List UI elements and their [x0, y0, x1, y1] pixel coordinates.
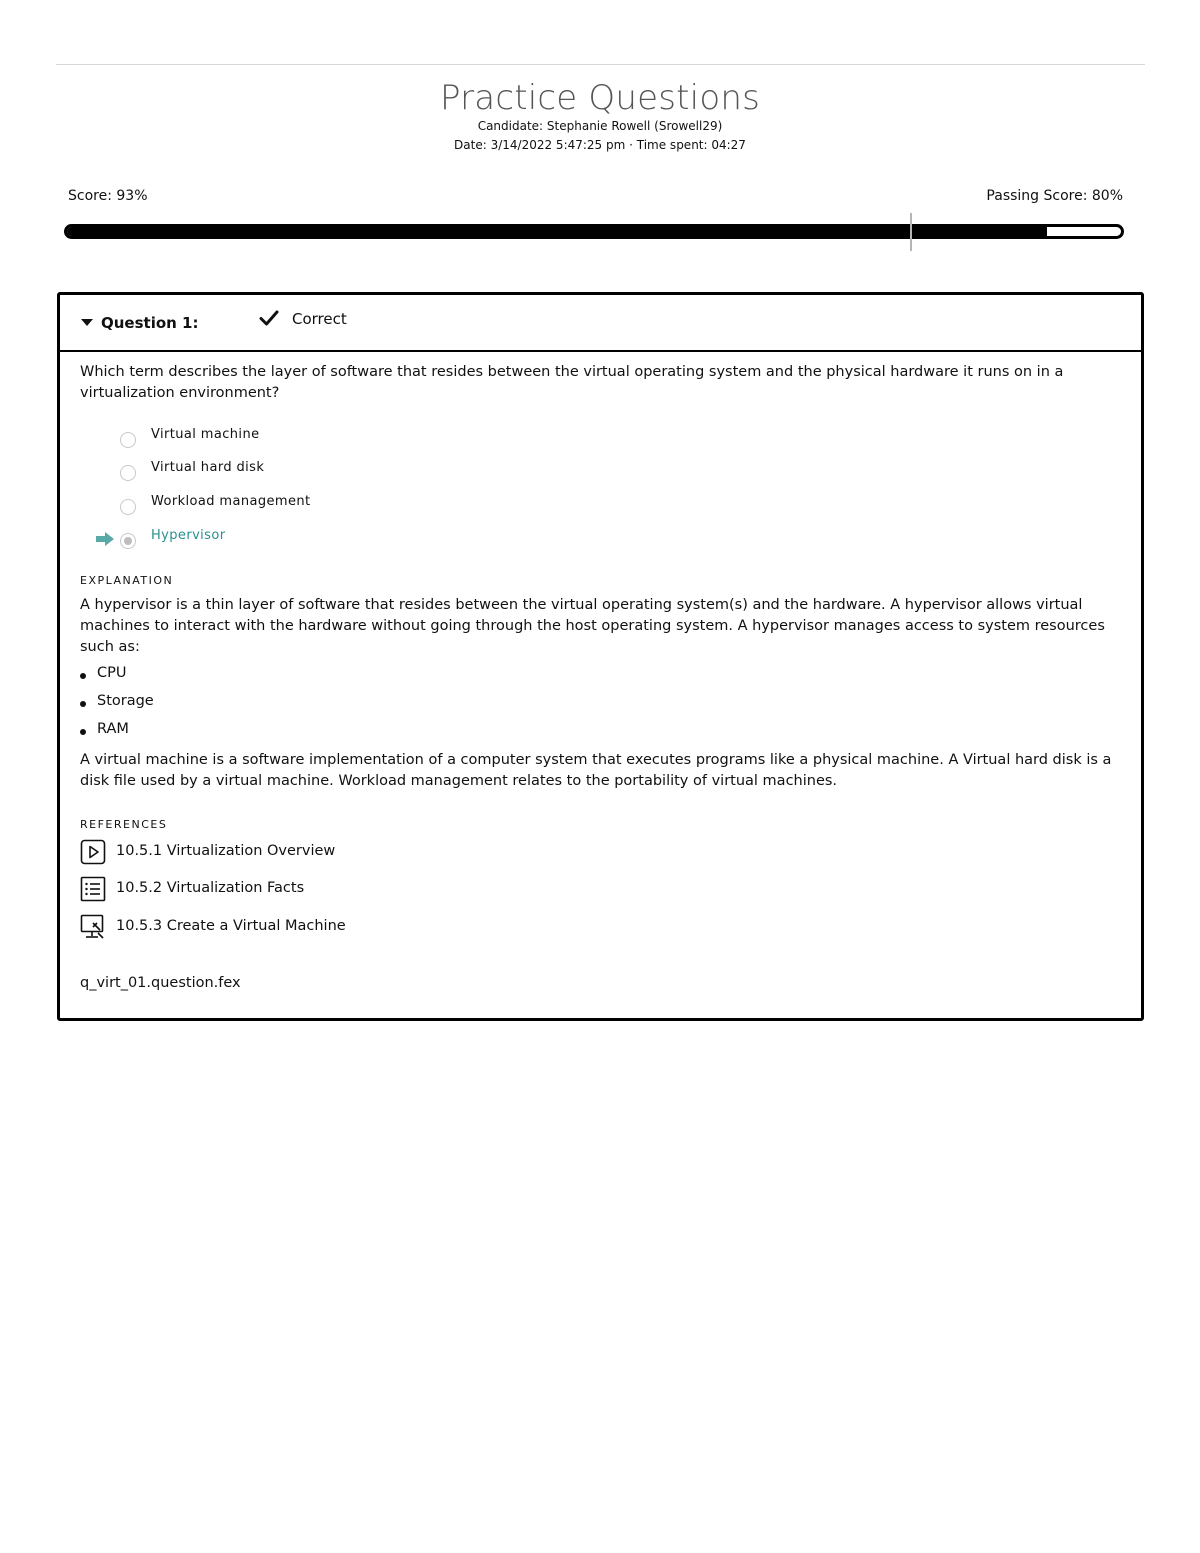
score-label: Score: 93%: [68, 188, 148, 204]
radio-button[interactable]: [120, 432, 136, 448]
play-video-icon: [80, 839, 106, 865]
option-label: Workload management: [151, 494, 311, 509]
question-text: Which term describes the layer of software that resides between the virtual operating system and the physical hardware it runs on in a virtualization environment?: [80, 364, 1064, 401]
checkmark-icon: [259, 309, 279, 327]
top-divider: [56, 64, 1145, 65]
radio-button[interactable]: [120, 499, 136, 515]
bullet-text: RAM: [97, 721, 129, 737]
radio-selected-dot: [124, 537, 132, 545]
answer-option[interactable]: [96, 427, 496, 449]
passing-score-marker: [910, 213, 912, 251]
reference-link[interactable]: [80, 914, 480, 940]
score-progress-fill: [67, 227, 1047, 236]
answer-option[interactable]: [96, 460, 496, 482]
page-title: Practice Questions: [440, 78, 760, 118]
explanation-outro: A virtual machine is a software implementation of a computer system that executes programs like a physical machine. A Virtual hard disk is a disk file used by a virtual machine. Workload management relates to the portability of virtual machines.: [80, 752, 1112, 789]
list-document-icon: [80, 876, 106, 902]
explanation-heading: EXPLANATION: [80, 574, 174, 587]
reference-label[interactable]: 10.5.1 Virtualization Overview: [116, 843, 336, 859]
arrow-right-icon: [96, 532, 114, 546]
monitor-lab-icon: [80, 914, 106, 940]
answer-option-correct[interactable]: [96, 528, 496, 550]
bullet-text: Storage: [97, 693, 154, 709]
radio-button-selected[interactable]: [120, 533, 136, 549]
question-header[interactable]: [60, 295, 1141, 352]
reference-link[interactable]: [80, 876, 480, 902]
date-time-info: Date: 3/14/2022 5:47:25 pm · Time spent: 04:27: [454, 138, 746, 152]
reference-label[interactable]: 10.5.2 Virtualization Facts: [116, 880, 305, 896]
result-status: Correct: [292, 310, 347, 328]
bullet-dot: [80, 701, 86, 707]
candidate-info: Candidate: Stephanie Rowell (Srowell29): [477, 119, 723, 133]
option-label: Hypervisor: [151, 528, 226, 543]
reference-label[interactable]: 10.5.3 Create a Virtual Machine: [116, 918, 346, 934]
bullet-dot: [80, 673, 86, 679]
bullet-text: CPU: [97, 665, 127, 681]
reference-link[interactable]: [80, 839, 480, 865]
passing-score-label: Passing Score: 80%: [986, 188, 1123, 204]
bullet-dot: [80, 729, 86, 735]
question-number: Question 1:: [101, 314, 199, 332]
option-label: Virtual machine: [151, 427, 260, 442]
references-heading: REFERENCES: [80, 818, 168, 831]
caret-down-icon[interactable]: [81, 319, 93, 326]
explanation-intro: A hypervisor is a thin layer of software that resides between the virtual operating system(s) and the hardware. A hypervisor allows virtual machines to interact with the hardware without going through the host operating system. A hypervisor manages access to system resources such as:: [80, 597, 1105, 655]
question-file-name: q_virt_01.question.fex: [80, 975, 241, 991]
score-progress-bar: [64, 224, 1124, 239]
answer-option[interactable]: [96, 494, 496, 516]
option-label: Virtual hard disk: [151, 460, 265, 475]
radio-button[interactable]: [120, 465, 136, 481]
question-card: [57, 292, 1144, 1021]
